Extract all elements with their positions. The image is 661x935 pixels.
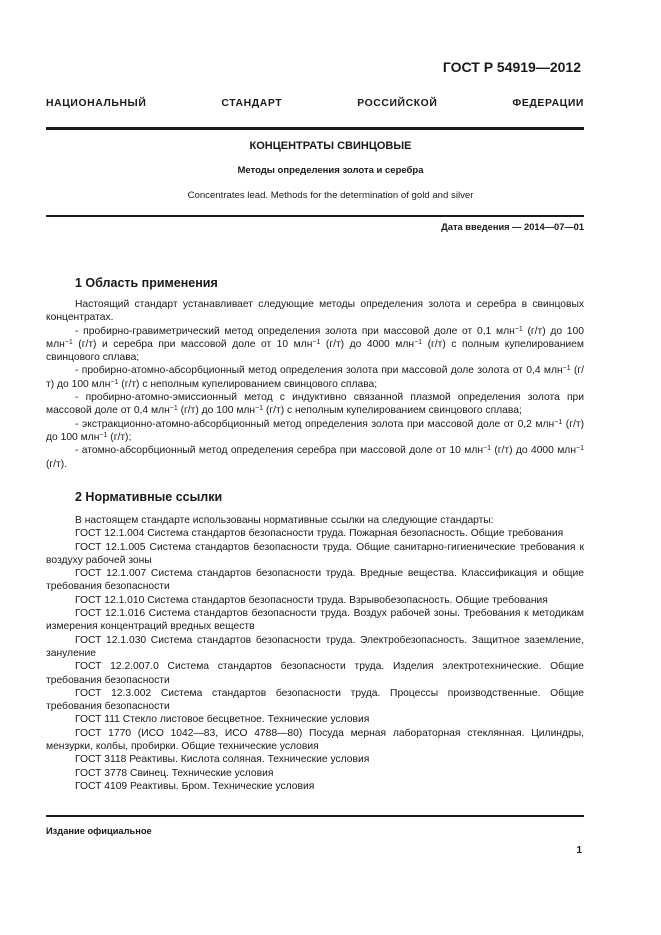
reference-item: ГОСТ 12.1.016 Система стандартов безопасности труда. Воздух рабочей зоны. Требования к методикам измерения концентраций вредных веществ xyxy=(46,608,584,633)
footer-divider xyxy=(46,815,584,817)
introduction-date: Дата введения — 2014—07—01 xyxy=(441,222,584,232)
scope-item-1: - пробирно-гравиметрический метод определения золота при массовой доле от 0,1 млн$^{-1}$ (г/т) до 100 млн$^{-1}$ (г/т) и серебра при массовой доле от 10 млн$^{-1}$ (г/т) до 4000 млн$^{-1}$ (г/т) с полным купелированием свинцового сплава; xyxy=(46,325,584,364)
scope-item-3: - пробирно-атомно-эмиссионный метод с индуктивно связанной плазмой определения золота при массовой доле от 0,4 млн$^{-1}$ (г/т) до 100 млн$^{-1}$ (г/т) с неполным купелированием свинцового сплава; xyxy=(46,392,584,417)
reference-item: ГОСТ 1770 (ИСО 1042—83, ИСО 4788—80) Посуда мерная лабораторная стеклянная. Цилиндры, мензурки, колбы, пробирки. Общие технические условия xyxy=(46,727,584,753)
official-edition-label: Издание официальное xyxy=(46,826,152,836)
section-2-intro: В настоящем стандарте использованы нормативные ссылки на следующие стандарты: xyxy=(75,515,494,526)
reference-item: ГОСТ 12.3.002 Система стандартов безопасности труда. Процессы производственные. Общие требования безопасности xyxy=(46,687,584,713)
section-1-body xyxy=(46,298,584,471)
reference-item: ГОСТ 12.1.005 Система стандартов безопасности труда. Общие санитарно-гигиенические требования к воздуху рабочей зоны xyxy=(46,541,584,566)
section-1-heading: 1 Область применения xyxy=(75,276,218,290)
reference-item: ГОСТ 12.1.030 Система стандартов безопасности труда. Электробезопасность. Защитное заземление, зануление xyxy=(46,634,584,659)
reference-item: ГОСТ 12.1.004 Система стандартов безопасности труда. Пожарная безопасность. Общие требования xyxy=(75,528,564,540)
reference-item: ГОСТ 12.1.007 Система стандартов безопасности труда. Вредные вещества. Классификация и общие требования безопасности xyxy=(46,568,584,593)
section-2-heading: 2 Нормативные ссылки xyxy=(75,490,223,504)
document-subtitle: Методы определения золота и серебра xyxy=(237,165,424,176)
date-divider xyxy=(46,215,584,217)
standard-number: ГОСТ Р 54919—2012 xyxy=(442,59,581,75)
document-title: КОНЦЕНТРАТЫ СВИНЦОВЫЕ xyxy=(249,140,412,152)
scope-item-4: - экстракционно-атомно-абсорбционный метод определения золота при массовой доле от 0,2 млн$^{-1}$ (г/т) до 100 млн$^{-1}$ (г/т); xyxy=(46,418,585,443)
document-title-english: Concentrates lead. Methods for the determination of gold and silver xyxy=(187,190,474,201)
reference-item: ГОСТ 4109 Реактивы. Бром. Технические условия xyxy=(75,780,315,792)
reference-item: ГОСТ 3118 Реактивы. Кислота соляная. Технические условия xyxy=(75,754,370,766)
section-2-body xyxy=(46,514,584,793)
scope-item-5: - атомно-абсорбционный метод определения серебра при массовой доле от 10 млн$^{-1}$ (г/т) до 4000 млн$^{-1}$ (г/т). xyxy=(46,445,584,470)
national-standard-banner: НАЦИОНАЛЬНЫЙ СТАНДАРТ РОССИЙСКОЙ ФЕДЕРАЦИИ xyxy=(46,98,584,109)
reference-item: ГОСТ 12.2.007.0 Система стандартов безопасности труда. Изделия электротехнические. Общие требования безопасности xyxy=(46,661,584,686)
scope-item-2: - пробирно-атомно-абсорбционный метод определения золота при массовой доле золота от 0,4 млн$^{-1}$ (г/т) до 100 млн$^{-1}$ (г/т) с неполным купелированием свинцового сплава; xyxy=(46,365,584,390)
header-divider xyxy=(46,127,584,130)
page-number: 1 xyxy=(576,845,582,856)
reference-item: ГОСТ 3778 Свинец. Технические условия xyxy=(75,767,274,779)
section-1-intro: Настоящий стандарт устанавливает следующие методы определения золота и серебра в свинцовых концентратах. xyxy=(46,299,584,324)
reference-item: ГОСТ 12.1.010 Система стандартов безопасности труда. Взрывобезопасность. Общие требования xyxy=(75,594,548,606)
reference-item: ГОСТ 111 Стекло листовое бесцветное. Технические условия xyxy=(75,714,370,726)
